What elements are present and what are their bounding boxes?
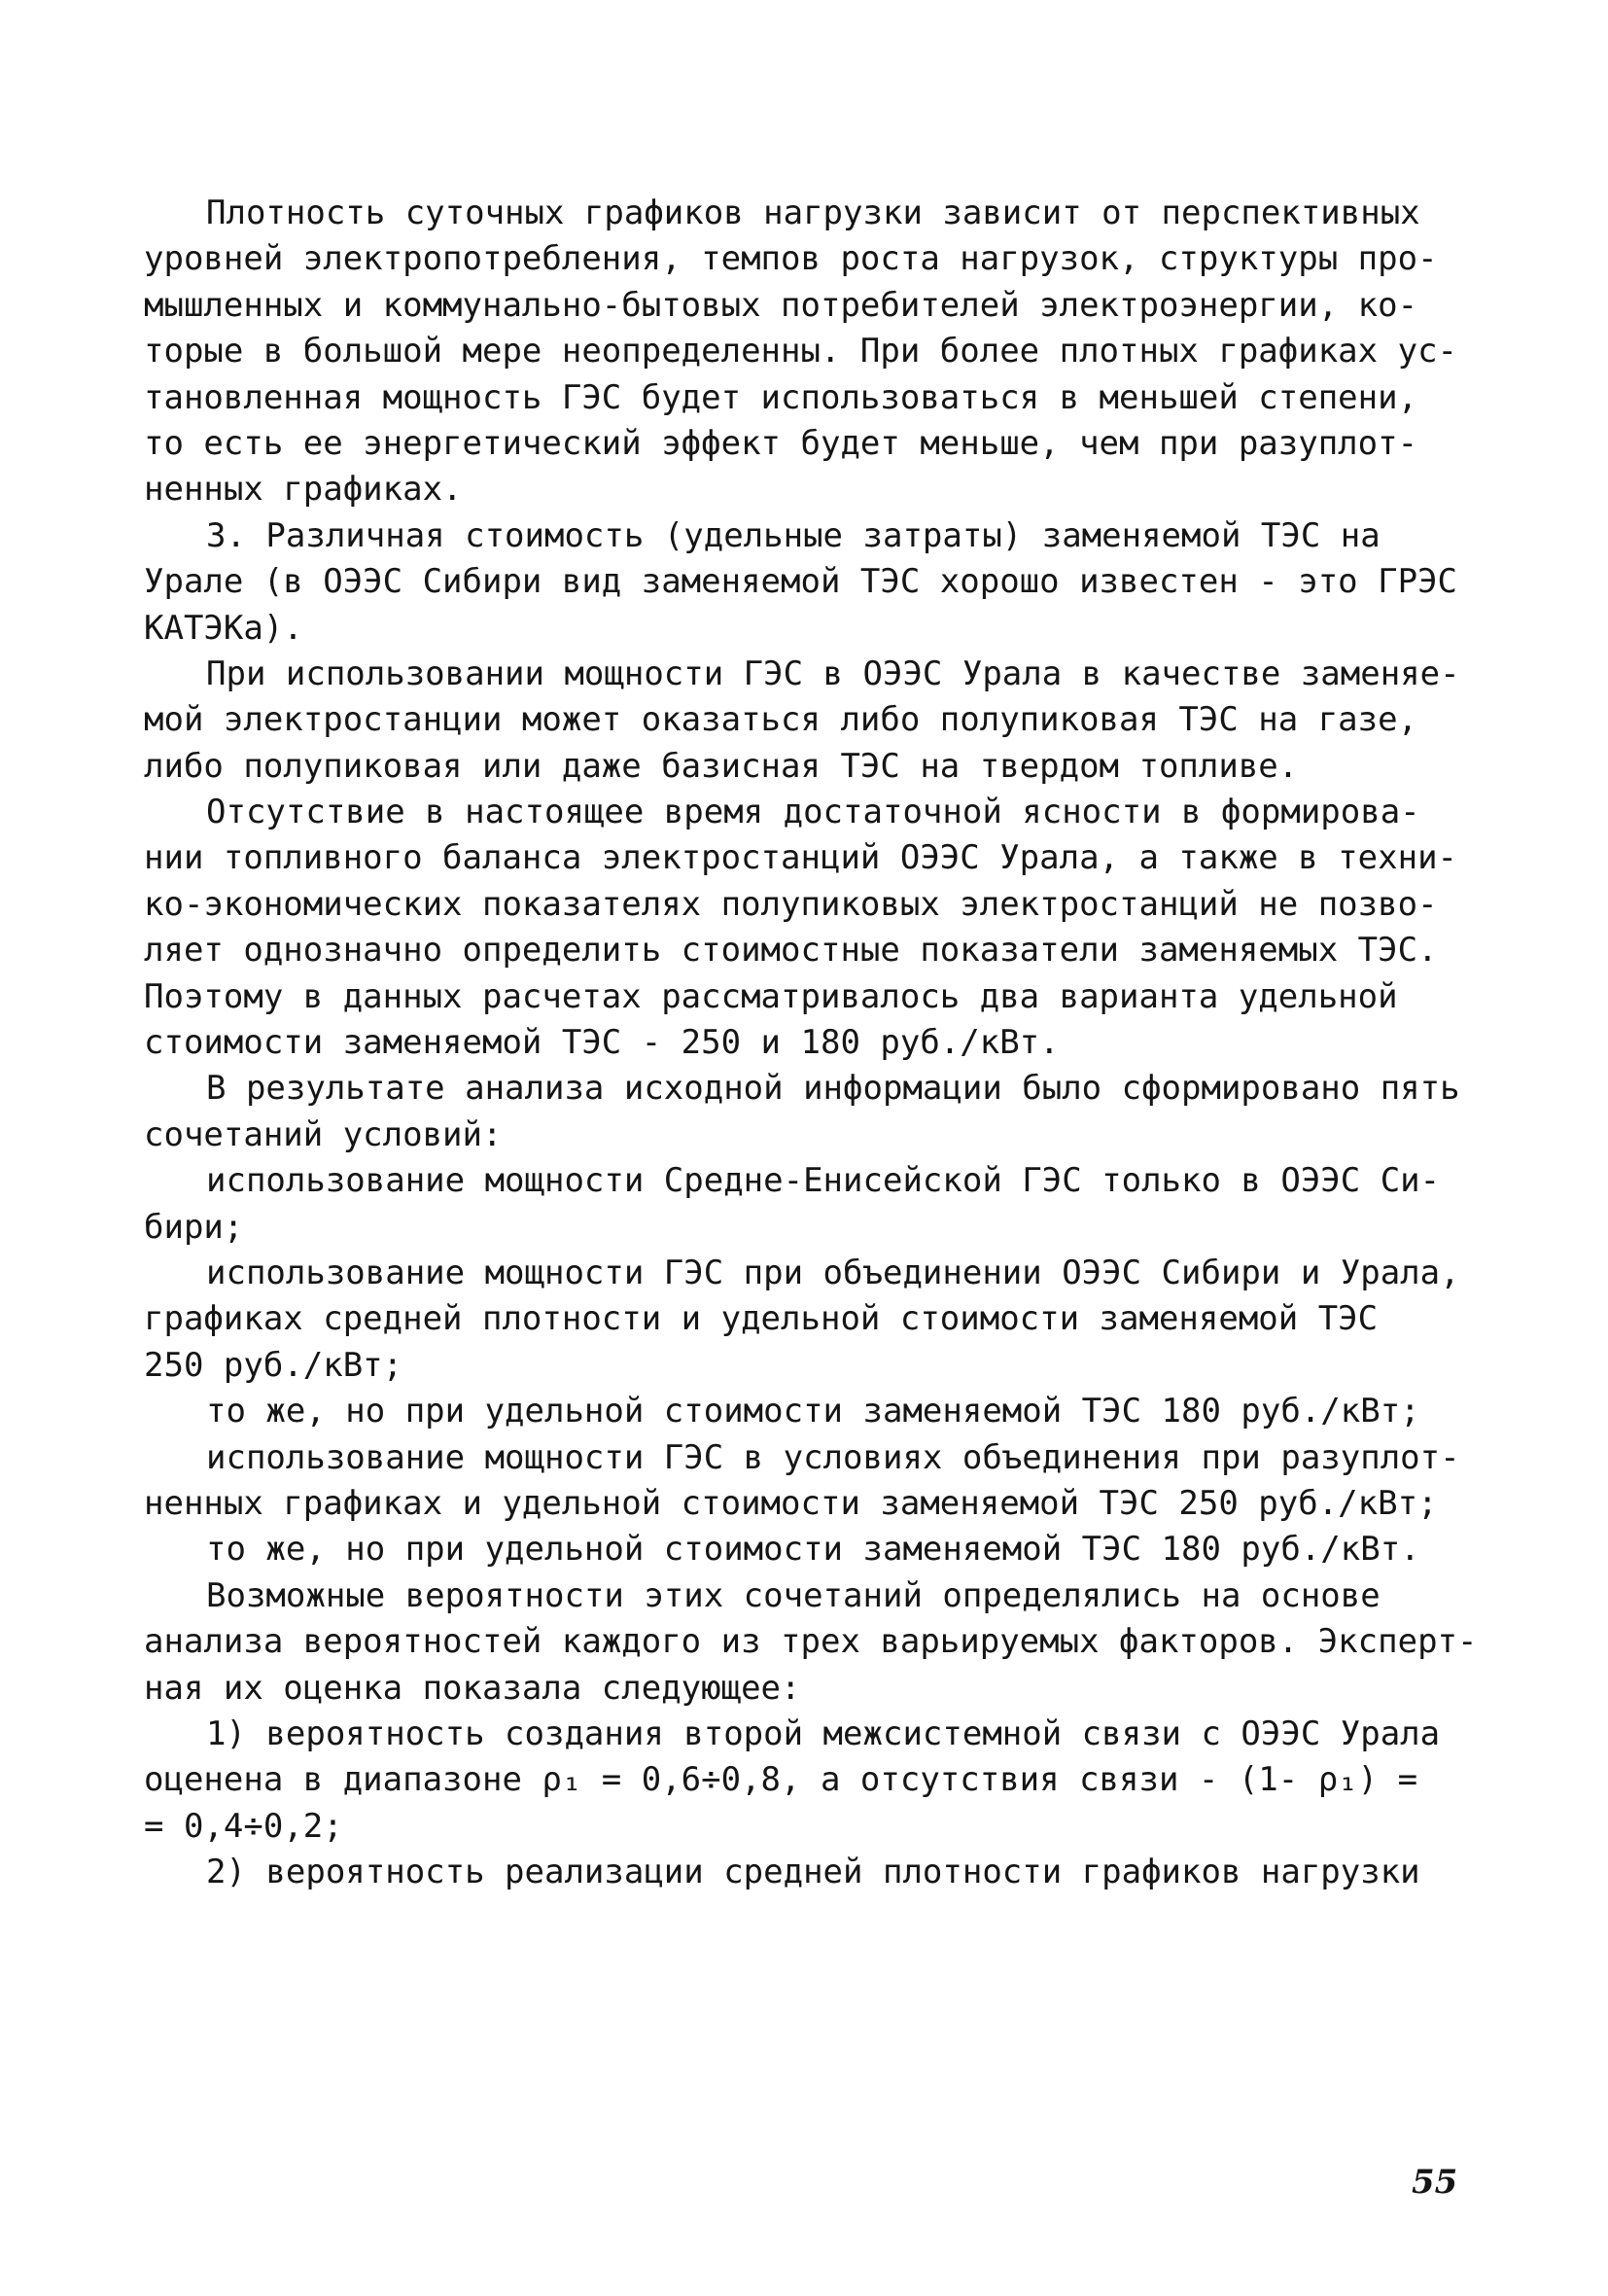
text-line: Поэтому в данных расчетах рассматривалось два варианта удельной: [144, 976, 1398, 1016]
page-number: 55: [1412, 2163, 1458, 2202]
text-line: Урале (в ОЭЭС Сибири вид заменяемой ТЭС хорошо известен - это ГРЭС: [144, 562, 1458, 602]
text-line: то же, но при удельной стоимости заменяемой ТЭС 180 руб./кВт;: [206, 1392, 1420, 1431]
text-line: Отсутствие в настоящее время достаточной ясности в формирова-: [206, 793, 1420, 832]
text-line: Плотность суточных графиков нагрузки зависит от перспективных: [206, 194, 1420, 232]
text-line: использование мощности ГЭС при объединении ОЭЭС Сибири и Урала,: [206, 1253, 1460, 1292]
text-line-formula: оценена в диапазоне ρ₁ = 0,6÷0,8, а отсутствия связи - (1- ρ₁) =: [144, 1760, 1418, 1800]
condition-item-4: [144, 1435, 1476, 1528]
text-line: сочетаний условий:: [144, 1114, 503, 1154]
paragraph-probabilities-intro: [144, 1573, 1476, 1712]
text-line: ко-экономических показателях полупиковых электростанций не позво-: [144, 884, 1438, 924]
paragraph-item-3: [144, 513, 1476, 652]
body-text: [144, 191, 1476, 1895]
paragraph-conditions-intro: [144, 1066, 1476, 1158]
text-line: мой электростанции может оказаться либо полупиковая ТЭС на газе,: [144, 700, 1418, 740]
paragraph-ural-substitution: [144, 652, 1476, 790]
text-line: ненных графиках и удельной стоимости заменяемой ТЭС 250 руб./кВт;: [144, 1483, 1438, 1523]
text-line: Возможные вероятности этих сочетаний определялись на основе: [206, 1575, 1381, 1615]
text-line: то же, но при удельной стоимости заменяемой ТЭС 180 руб./кВт.: [206, 1530, 1420, 1570]
text-line: то есть ее энергетический эффект будет меньше, чем при разуплот-: [144, 423, 1418, 463]
condition-item-3: [144, 1389, 1476, 1434]
text-line: бири;: [144, 1207, 244, 1247]
paragraph-graph-density: [144, 191, 1476, 513]
text-line: 2) вероятность реализации средней плотности графиков нагрузки: [206, 1853, 1420, 1892]
text-line: использование мощности ГЭС в условиях объединения при разуплот-: [206, 1437, 1460, 1477]
text-line: тановленная мощность ГЭС будет использоваться в меньшей степени,: [144, 377, 1418, 417]
text-line: ляет однозначно определить стоимостные показатели заменяемых ТЭС.: [144, 931, 1438, 971]
condition-item-1: [144, 1158, 1476, 1251]
text-line: нии топливного баланса электростанций ОЭЭС Урала, а также в техни-: [144, 838, 1458, 878]
condition-item-5: [144, 1527, 1476, 1572]
text-line: = 0,4÷0,2;: [144, 1806, 343, 1846]
text-line: При использовании мощности ГЭС в ОЭЭС Урала в качестве заменяе-: [206, 653, 1460, 693]
text-line: мышленных и коммунально-бытовых потребителей электроэнергии, ко-: [144, 285, 1418, 325]
text-line: графиках средней плотности и удельной стоимости заменяемой ТЭС: [144, 1299, 1379, 1339]
text-line: использование мощности Средне-Енисейской ГЭС только в ОЭЭС Си-: [206, 1161, 1441, 1201]
text-line: уровней электропотребления, темпов роста нагрузок, структуры про-: [144, 239, 1438, 279]
text-line: ненных графиках.: [144, 470, 463, 510]
text-line: анализа вероятностей каждого из трех варьируемых факторов. Эксперт-: [144, 1622, 1478, 1662]
text-line: 1) вероятность создания второй межсистемной связи с ОЭЭС Урала: [206, 1713, 1441, 1753]
condition-item-2: [144, 1251, 1476, 1389]
probability-item-1: [144, 1712, 1476, 1850]
text-line: торые в большой мере неопределенны. При более плотных графиках ус-: [144, 332, 1458, 371]
text-line: либо полупиковая или даже базисная ТЭС на твердом топливе.: [144, 746, 1299, 786]
probability-item-2: [144, 1850, 1476, 1895]
text-line: 250 руб./кВт;: [144, 1345, 403, 1385]
text-line: ная их оценка показала следующее:: [144, 1668, 801, 1708]
text-line: стоимости заменяемой ТЭС - 250 и 180 руб./кВт.: [144, 1023, 1060, 1063]
text-line: В результате анализа исходной информации было сформировано пять: [206, 1069, 1460, 1109]
text-line: КАТЭКа).: [144, 608, 303, 648]
text-line: 3. Различная стоимость (удельные затраты) заменяемой ТЭС на: [206, 515, 1381, 555]
paragraph-cost-variants: [144, 790, 1476, 1066]
